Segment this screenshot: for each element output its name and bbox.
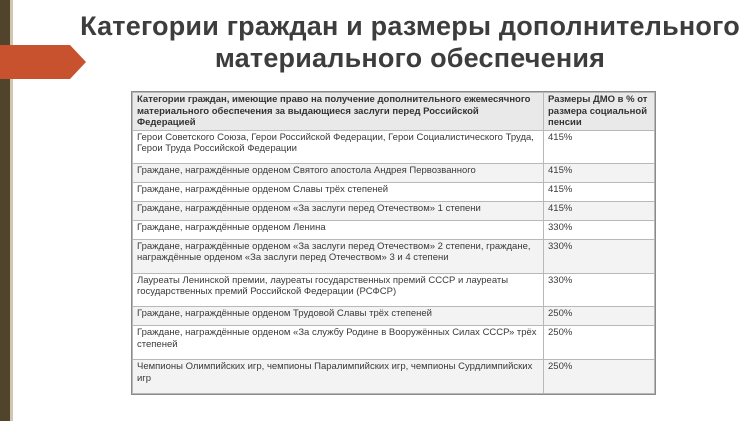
row-category: Герои Советского Союза, Герои Российской Федерации, Герои Социалистического Труда, Герои Труда Российской Федерации (133, 130, 544, 164)
table-row (133, 183, 655, 202)
table-row (133, 202, 655, 221)
table-header-row (133, 93, 655, 131)
row-category: Граждане, награждённые орденом «За службу Родине в Вооружённых Силах СССР» трёх степеней (133, 326, 544, 360)
table-row (133, 239, 655, 273)
table-row (133, 360, 655, 394)
table-row (133, 307, 655, 326)
row-percent: 415% (544, 202, 655, 221)
row-category: Граждане, награждённые орденом Славы трёх степеней (133, 183, 544, 202)
row-percent: 330% (544, 239, 655, 273)
row-category: Чемпионы Олимпийских игр, чемпионы Паралимпийских игр, чемпионы Сурдлимпийских игр (133, 360, 544, 394)
row-category: Граждане, награждённые орденом Ленина (133, 220, 544, 239)
header-category: Категории граждан, имеющие право на получение дополнительного ежемесячного материального обеспечения за выдающиеся заслуги перед Российской Федерацией (133, 93, 544, 131)
benefits-table-container (131, 91, 656, 395)
row-percent: 330% (544, 273, 655, 307)
table-row (133, 273, 655, 307)
header-percent: Размеры ДМО в % от размера социальной пенсии (544, 93, 655, 131)
slide-title (70, 10, 750, 74)
row-percent: 250% (544, 360, 655, 394)
row-category: Граждане, награждённые орденом «За заслуги перед Отечеством» 2 степени, граждане, награждённые орденом «За заслуги перед Отечеством» 3 и 4 степени (133, 239, 544, 273)
row-percent: 415% (544, 130, 655, 164)
slide-title-line-1: Категории граждан и размеры дополнительного (80, 11, 740, 41)
table-row (133, 130, 655, 164)
table-row (133, 326, 655, 360)
row-percent: 415% (544, 164, 655, 183)
slide-title-line-2: материального обеспечения (214, 43, 606, 73)
row-category: Граждане, награждённые орденом «За заслуги перед Отечеством» 1 степени (133, 202, 544, 221)
row-category: Граждане, награждённые орденом Трудовой Славы трёх степеней (133, 307, 544, 326)
benefits-table (132, 92, 655, 394)
row-percent: 250% (544, 326, 655, 360)
table-row (133, 220, 655, 239)
table-row (133, 164, 655, 183)
row-category: Лауреаты Ленинской премии, лауреаты государственных премий СССР и лауреаты государственных премий Российской Федерации (РСФСР) (133, 273, 544, 307)
row-percent: 250% (544, 307, 655, 326)
row-category: Граждане, награждённые орденом Святого апостола Андрея Первозванного (133, 164, 544, 183)
row-percent: 415% (544, 183, 655, 202)
row-percent: 330% (544, 220, 655, 239)
